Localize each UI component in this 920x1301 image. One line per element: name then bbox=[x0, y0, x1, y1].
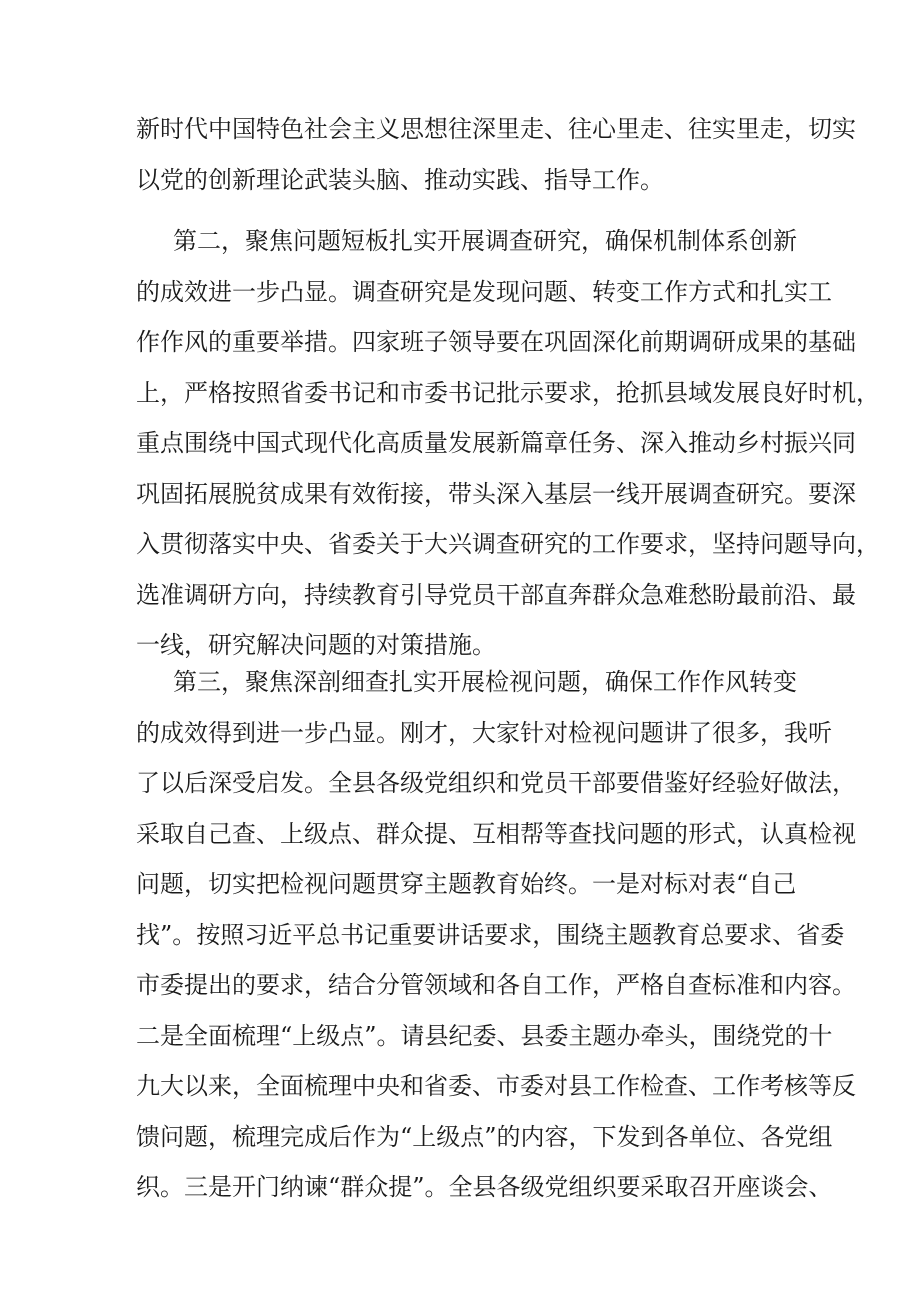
paragraph-line: 上，严格按照省委书记和市委书记批示要求，抢抓县域发展良好时机， bbox=[136, 378, 880, 407]
paragraph-line: 作作风的重要举措。四家班子领导要在巩固深化前期调研成果的基础 bbox=[136, 328, 856, 356]
paragraph-line: 问题，切实把检视问题贯穿主题教育始终。一是对标对表“自己 bbox=[136, 870, 797, 898]
paragraph-3 bbox=[136, 657, 856, 1213]
paragraph-line: 的成效进一步凸显。调查研究是发现问题、转变工作方式和扎实工 bbox=[136, 277, 832, 306]
paragraph-line: 采取自己查、上级点、群众提、互相帮等查找问题的形式，认真检视 bbox=[136, 819, 856, 848]
paragraph-line: 二是全面梳理“上级点”。请县纪委、县委主题办牵头，围绕党的十 bbox=[136, 1021, 833, 1050]
paragraph-line: 重点围绕中国式现代化高质量发展新篇章任务、深入推动乡村振兴同 bbox=[136, 429, 856, 457]
paragraph-line: 第三，聚焦深剖细查扎实开展检视问题，确保工作作风转变 bbox=[173, 668, 797, 696]
paragraph-line: 一线，研究解决问题的对策措施。 bbox=[136, 631, 496, 659]
paragraph-line: 巩固拓展脱贫成果有效衔接，带头深入基层一线开展调查研究。要深 bbox=[136, 479, 856, 508]
paragraph-line: 市委提出的要求，结合分管领域和各自工作，严格自查标准和内容。 bbox=[136, 971, 856, 999]
paragraph-line: 馈问题，梳理完成后作为“上级点”的内容，下发到各单位、各党组 bbox=[136, 1122, 833, 1151]
paragraph-1 bbox=[136, 104, 856, 205]
paragraph-line: 织。三是开门纳谏“群众提”。全县各级党组织要采取召开座谈会、 bbox=[136, 1173, 833, 1201]
paragraph-line: 选准调研方向，持续教育引导党员干部直奔群众急难愁盼最前沿、最 bbox=[136, 580, 856, 609]
paragraph-line: 了以后深受启发。全县各级党组织和党员干部要借鉴好经验好做法， bbox=[136, 769, 856, 797]
paragraph-2 bbox=[136, 216, 880, 671]
paragraph-line: 九大以来，全面梳理中央和省委、市委对县工作检查、工作考核等反 bbox=[136, 1072, 856, 1100]
paragraph-line: 找”。按照习近平总书记重要讲话要求，围绕主题教育总要求、省委 bbox=[136, 920, 845, 949]
paragraph-line: 第二，聚焦问题短板扎实开展调查研究，确保机制体系创新 bbox=[173, 227, 797, 255]
paragraph-line: 的成效得到进一步凸显。刚才，大家针对检视问题讲了很多，我听 bbox=[136, 718, 832, 747]
paragraph-line: 入贯彻落实中央、省委关于大兴调查研究的工作要求，坚持问题导向， bbox=[136, 530, 880, 558]
paragraph-line: 新时代中国特色社会主义思想往深里走、往心里走、往实里走，切实 bbox=[136, 115, 856, 143]
paragraph-line: 以党的创新理论武装头脑、推动实践、指导工作。 bbox=[136, 165, 664, 194]
